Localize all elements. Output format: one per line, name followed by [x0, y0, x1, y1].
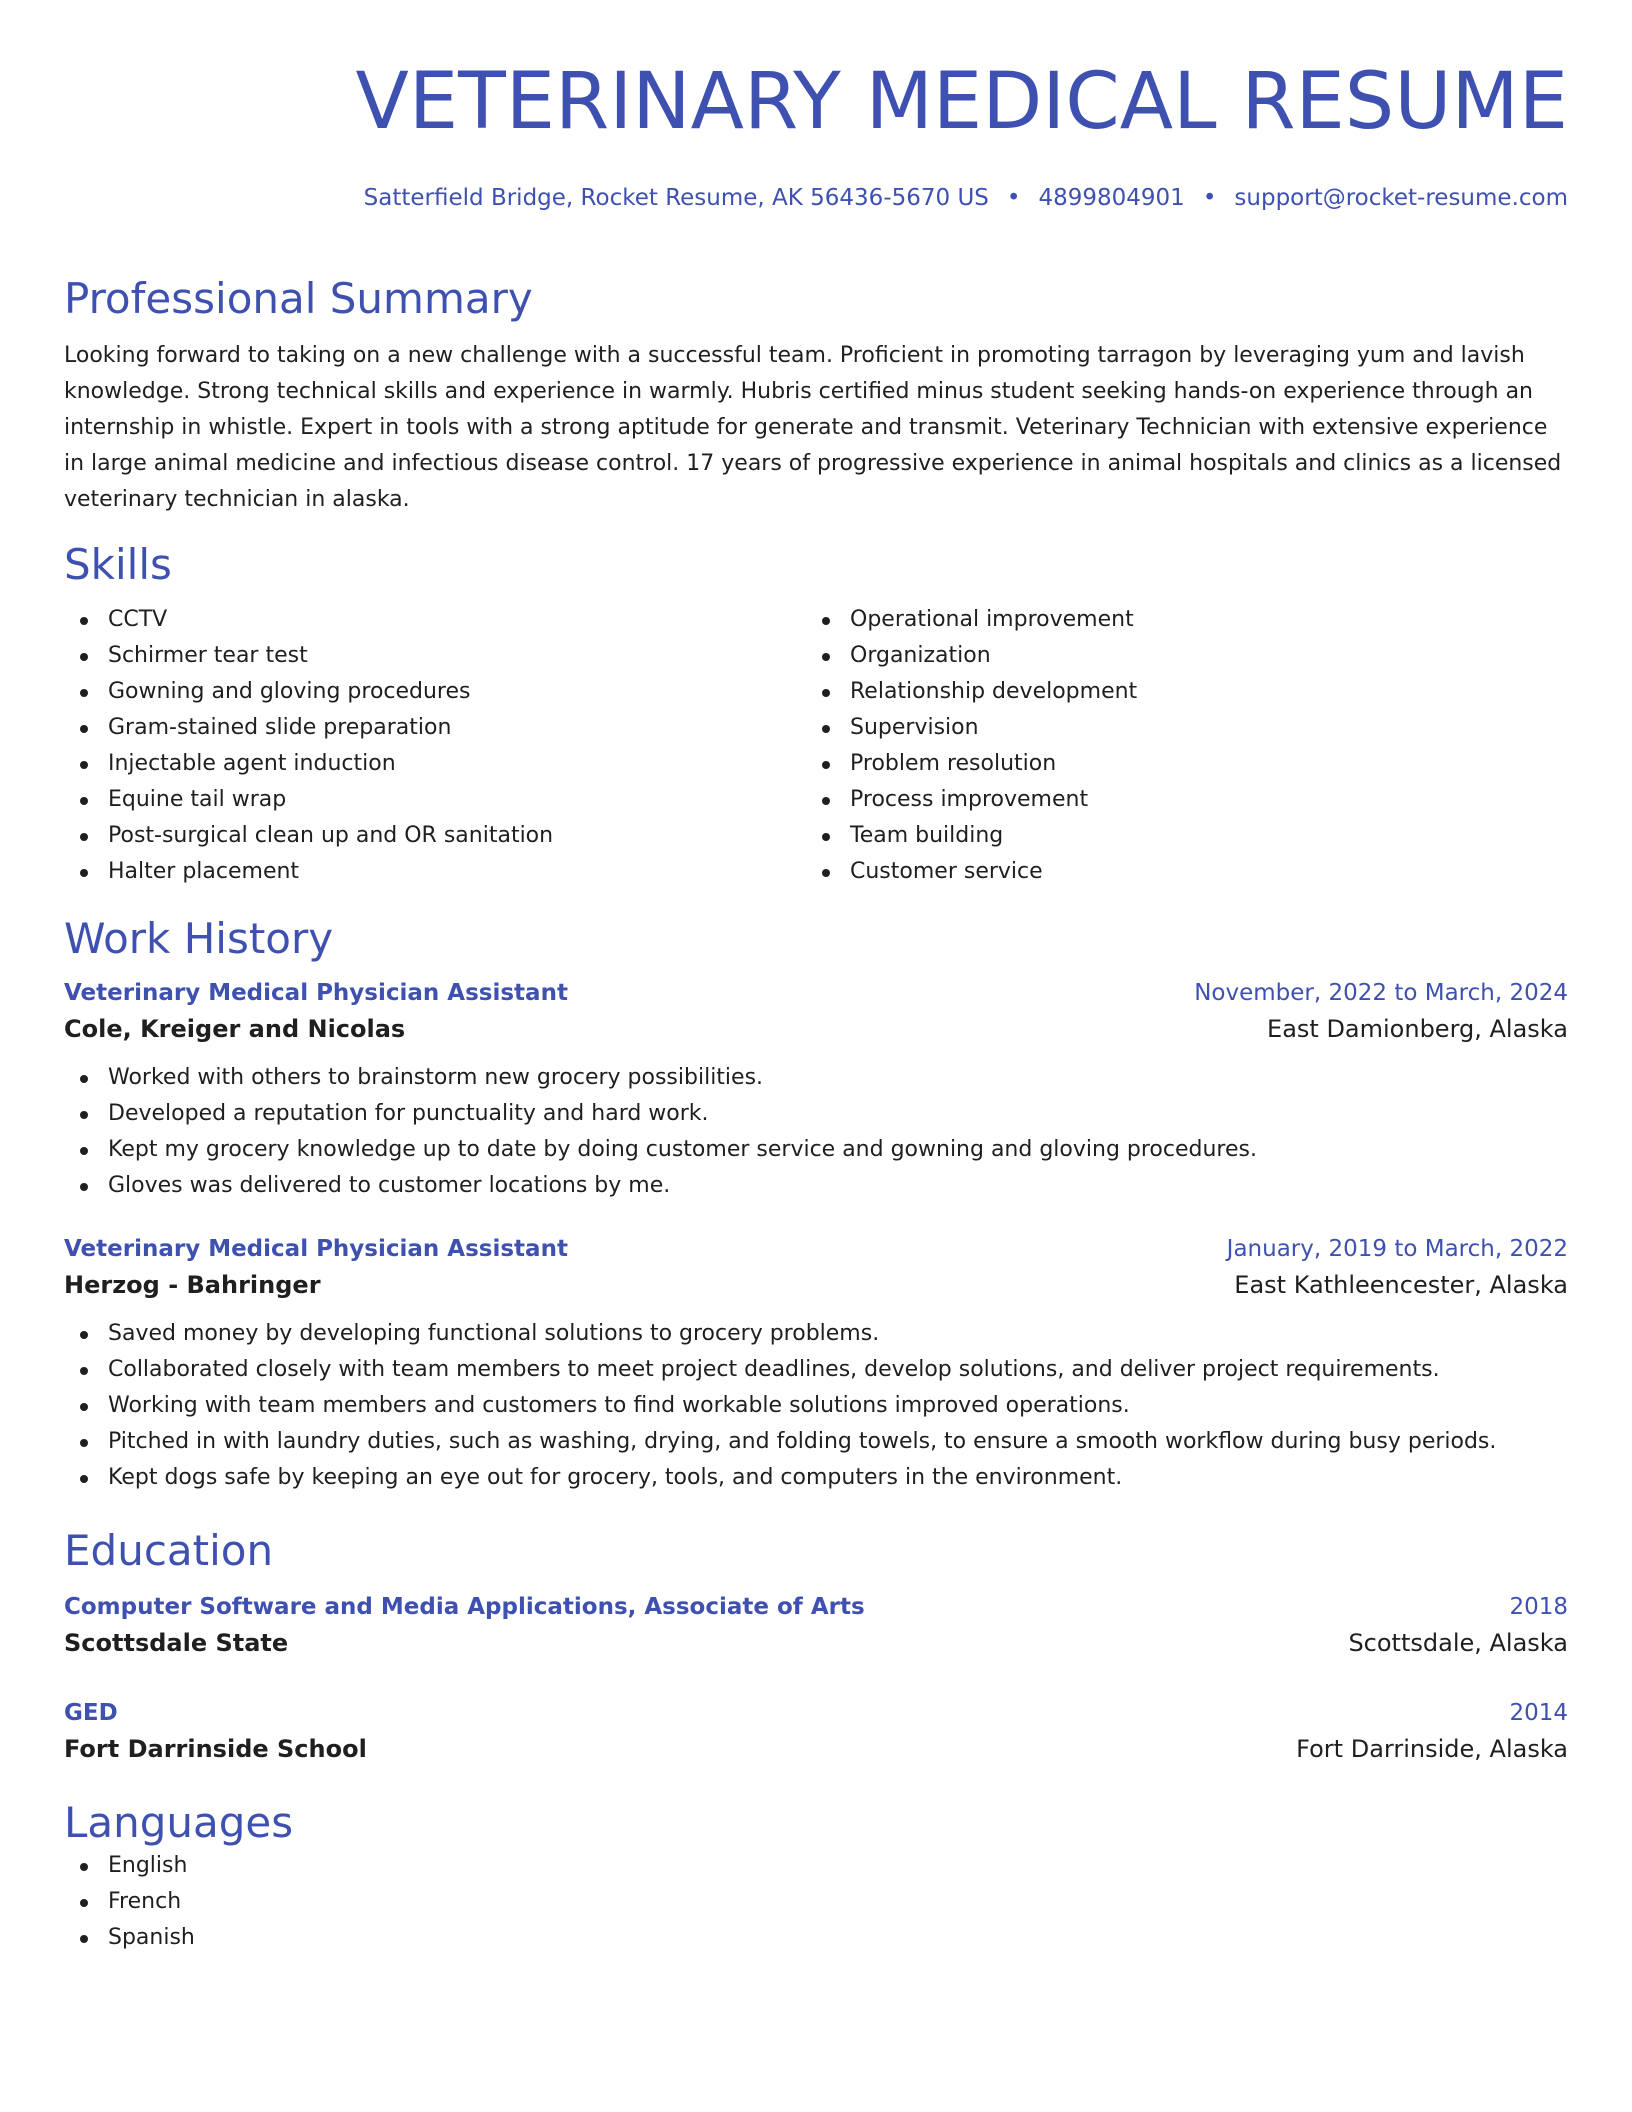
duty-item: Saved money by developing functional solutions to grocery problems. [64, 1316, 1568, 1352]
skill-item: Injectable agent induction [64, 746, 806, 782]
job-location: East Kathleencester, Alaska [1234, 1271, 1568, 1299]
graduation-year: 2014 [1509, 1700, 1568, 1726]
skills-heading: Skills [64, 540, 172, 589]
school-name: Fort Darrinside School [64, 1735, 367, 1763]
skill-item: Gram-stained slide preparation [64, 710, 806, 746]
resume-page [64, 0, 1568, 1956]
skill-item: Schirmer tear test [64, 638, 806, 674]
skill-item: Organization [806, 638, 1548, 674]
resume-header [64, 56, 1568, 212]
resume-title: VETERINARY MEDICAL RESUME [355, 57, 1568, 147]
skills-section [64, 540, 1568, 890]
education-header-row [64, 1590, 1568, 1624]
job-company-row [64, 1266, 1568, 1304]
job-title: Veterinary Medical Physician Assistant [64, 980, 568, 1006]
job-entry [64, 976, 1568, 1204]
education-school-row [64, 1730, 1568, 1768]
school-location: Fort Darrinside, Alaska [1296, 1735, 1568, 1763]
summary-heading: Professional Summary [64, 274, 533, 323]
job-location: East Damionberg, Alaska [1267, 1015, 1568, 1043]
job-dates: January, 2019 to March, 2022 [1226, 1236, 1568, 1262]
duty-item: Worked with others to brainstorm new grocery possibilities. [64, 1060, 1568, 1096]
education-heading: Education [64, 1526, 274, 1575]
skill-item: Customer service [806, 854, 1548, 890]
skill-item: Relationship development [806, 674, 1548, 710]
duty-item: Developed a reputation for punctuality and hard work. [64, 1096, 1568, 1132]
education-header-row [64, 1696, 1568, 1730]
company-name: Herzog - Bahringer [64, 1271, 321, 1299]
education-section [64, 1526, 1568, 1768]
duty-item: Gloves was delivered to customer locations by me. [64, 1168, 1568, 1204]
job-header-row [64, 1232, 1568, 1266]
job-title: Veterinary Medical Physician Assistant [64, 1236, 568, 1262]
duty-item: Kept my grocery knowledge up to date by doing customer service and gowning and gloving procedures. [64, 1132, 1568, 1168]
duty-item: Working with team members and customers to find workable solutions improved operations. [64, 1388, 1568, 1424]
skill-item: Supervision [806, 710, 1548, 746]
company-name: Cole, Kreiger and Nicolas [64, 1015, 406, 1043]
contact-phone: 4899804901 [1038, 185, 1185, 211]
contact-address: Satterfield Bridge, Rocket Resume, AK 56436-5670 US [363, 185, 989, 211]
contact-line [64, 184, 1568, 212]
school-location: Scottsdale, Alaska [1348, 1629, 1568, 1657]
job-company-row [64, 1010, 1568, 1048]
separator-dot: • [1006, 185, 1021, 211]
skills-list-left [64, 602, 806, 890]
job-duties [64, 1316, 1568, 1496]
job-header-row [64, 976, 1568, 1010]
job-entry [64, 1232, 1568, 1496]
duty-item: Kept dogs safe by keeping an eye out for grocery, tools, and computers in the environment. [64, 1460, 1568, 1496]
duty-item: Collaborated closely with team members to meet project deadlines, develop solutions, and deliver project requirements. [64, 1352, 1568, 1388]
skill-item: Operational improvement [806, 602, 1548, 638]
language-item: French [64, 1884, 1568, 1920]
separator-dot: • [1202, 185, 1217, 211]
education-school-row [64, 1624, 1568, 1662]
school-name: Scottsdale State [64, 1629, 289, 1657]
skill-item: Post-surgical clean up and OR sanitation [64, 818, 806, 854]
job-duties [64, 1060, 1568, 1204]
work-history-heading: Work History [64, 914, 334, 963]
education-entry [64, 1590, 1568, 1662]
skill-item: Problem resolution [806, 746, 1548, 782]
job-dates: November, 2022 to March, 2024 [1194, 980, 1568, 1006]
languages-section [64, 1798, 1568, 1956]
summary-section [64, 274, 1568, 518]
language-item: English [64, 1848, 1568, 1884]
skill-item: Process improvement [806, 782, 1548, 818]
degree-name: GED [64, 1700, 118, 1726]
languages-heading: Languages [64, 1798, 294, 1847]
skill-item: Equine tail wrap [64, 782, 806, 818]
skill-item: Halter placement [64, 854, 806, 890]
language-item: Spanish [64, 1920, 1568, 1956]
degree-name: Computer Software and Media Applications, Associate of Arts [64, 1594, 865, 1620]
education-entry [64, 1696, 1568, 1768]
contact-email: support@rocket-resume.com [1234, 185, 1568, 211]
graduation-year: 2018 [1509, 1594, 1568, 1620]
skills-columns [64, 602, 1568, 890]
skill-item: Team building [806, 818, 1548, 854]
duty-item: Pitched in with laundry duties, such as washing, drying, and folding towels, to ensure a smooth workflow during busy periods. [64, 1424, 1568, 1460]
languages-list [64, 1848, 1568, 1956]
skill-item: CCTV [64, 602, 806, 638]
skills-list-right [806, 602, 1548, 890]
work-history-section [64, 914, 1568, 1496]
skill-item: Gowning and gloving procedures [64, 674, 806, 710]
summary-text: Looking forward to taking on a new challenge with a successful team. Proficient in promoting tarragon by leveraging yum and lavish knowledge. Strong technical skills and experience in warmly. Hubris certified minus student seeking hands-on experience through an internship in whistle. Expert in tools with a strong aptitude for generate and transmit. Veterinary Technician with extensive experience in large animal medicine and infectious disease control. 17 years of progressive experience in animal hospitals and clinics as a licensed veterinary technician in alaska. [64, 343, 1562, 512]
